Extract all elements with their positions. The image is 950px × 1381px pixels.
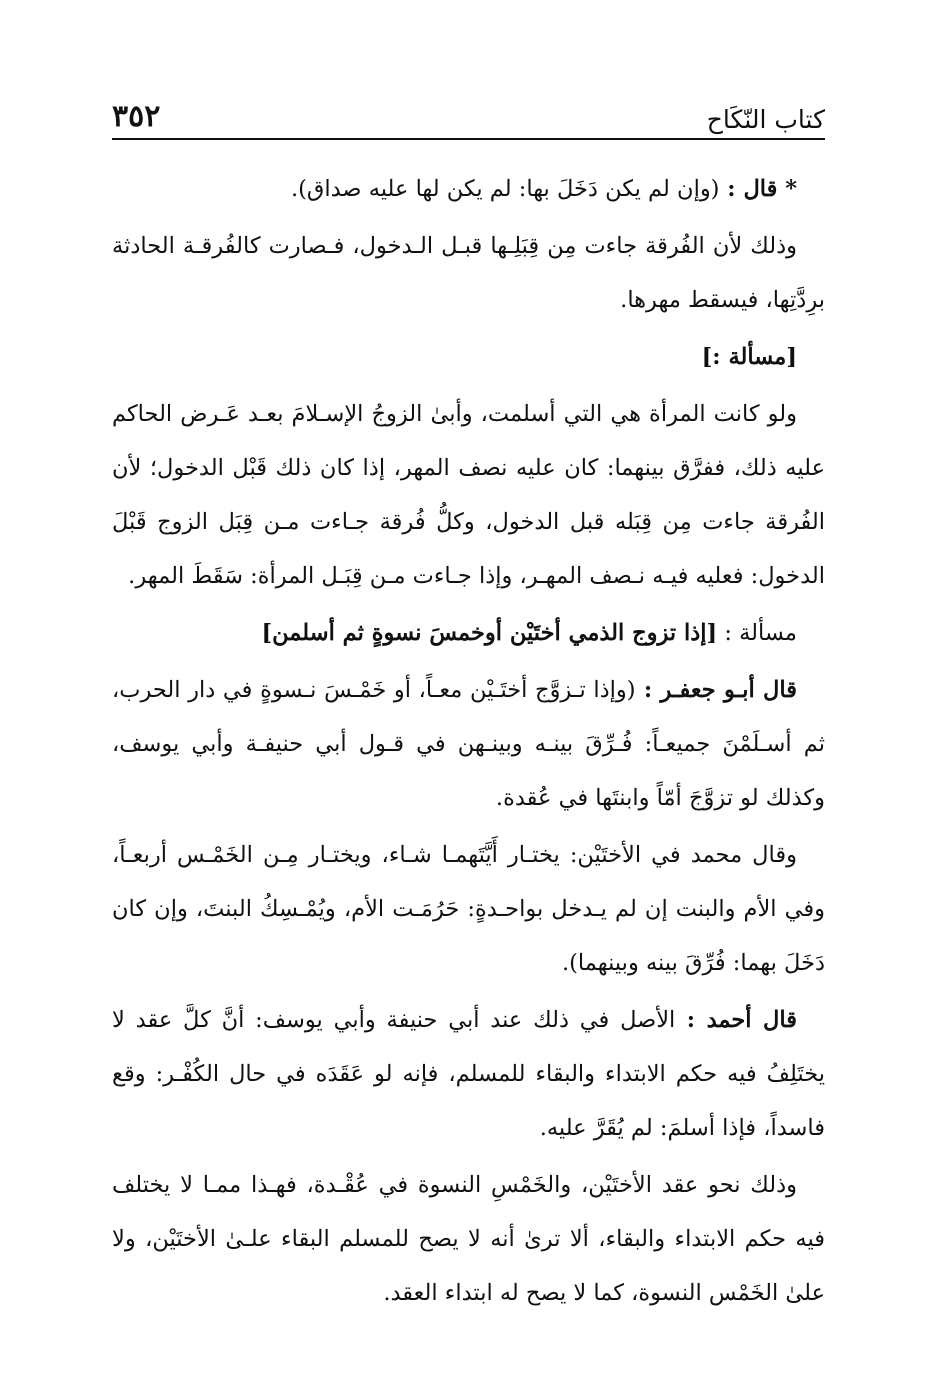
paragraph-text: الأصل في ذلك عند أبي حنيفة وأبي يوسف: أنَّ كلَّ عقد لا يختَلِفُ فيه حكم الابتداء والبقاء للمسلم، فإنه لو عَقَدَه في حال الكُفْـر: وقع فاسداً، فإذا أسلمَ: لم يُقَرَّ عليه. bbox=[112, 1007, 825, 1141]
page-number: ٣٥٢ bbox=[112, 99, 161, 134]
speaker-label: قال أبـو جعفـر : bbox=[635, 677, 797, 703]
running-title: كتاب النّكَاح bbox=[706, 105, 825, 134]
page-header bbox=[112, 80, 825, 132]
paragraph-4 bbox=[112, 663, 825, 825]
header-rule bbox=[112, 138, 825, 140]
issue-label: مسألة : bbox=[717, 620, 797, 646]
section-heading: [مسألة :] bbox=[701, 344, 797, 370]
paragraph-2: وذلك لأن الفُرقة جاءت مِن قِبَلِـها قبـل الـدخول، فـصارت كالفُرقـة الحادثة برِدَّتِها، فيسقط مهرها. bbox=[112, 233, 825, 313]
paragraph-5: وقال محمد في الأختَيْن: يختـار أَيَّتَهمـا شـاء، ويختـار مِـن الخَمْـس أربعـاً، وفي الأم والبنت إن لم يـدخل بواحـدةٍ: حَرُمَـت الأم، ويُمْـسِكُ البنتَ، وإن كان دَخَلَ بهما: فُرِّقَ بينه وبينهما). bbox=[112, 842, 825, 976]
paragraph-1 bbox=[112, 162, 825, 216]
paragraph-text: (وإذا تـزوَّج أختَـيْن معـاً، أو خَمْـسَ نـسوةٍ في دار الحرب، ثم أسـلَمْنَ جميعـاً: فُـرِّقَ بينـه وبينـهن في قـول أبي حنيفـة وأبي يوسف، وكذلك لو تزوَّجَ أمّاً وابنتَها في عُقدة. bbox=[112, 677, 825, 811]
issue-heading bbox=[112, 606, 825, 660]
paragraph-6 bbox=[112, 993, 825, 1155]
issue-title: [إذا تزوج الذمي أختَيْن أوخمسَ نسوةٍ ثم أسلمن] bbox=[261, 620, 718, 646]
speaker-label: قال أحمد : bbox=[675, 1007, 797, 1033]
paragraph-7: وذلك نحو عقد الأختَيْن، والخَمْسِ النسوة في عُقْـدة، فهـذا ممـا لا يختلف فيه حكم الابتداء والبقاء، ألا ترىٰ أنه لا يصح للمسلم البقاء علـىٰ الأختَيْن، ولا علىٰ الخَمْس النسوة، كما لا يصح له ابتداء العقد. bbox=[112, 1172, 825, 1306]
paragraph-3: ولو كانت المرأة هي التي أسلمت، وأبىٰ الزوجُ الإسـلامَ بعـد عَـرض الحاكم عليه ذلك، ففرَّق بينهما: كان عليه نصف المهر، إذا كان ذلك قَبْل الدخول؛ لأن الفُرقة جاءت مِن قِبَله قبل الدخول، وكلُّ فُرقة جـاءت مـن قِبَل الزوج قَبْلَ الدخول: فعليه فيـه نـصف المهـر، وإذا جـاءت مـن قِبَـل المرأة: سَقَطَ المهر. bbox=[112, 401, 825, 589]
paragraph-text: (وإن لم يكن دَخَلَ بها: لم يكن لها عليه صداق). bbox=[290, 176, 720, 202]
speaker-label: * قال : bbox=[719, 176, 797, 202]
page-body bbox=[112, 162, 825, 1320]
